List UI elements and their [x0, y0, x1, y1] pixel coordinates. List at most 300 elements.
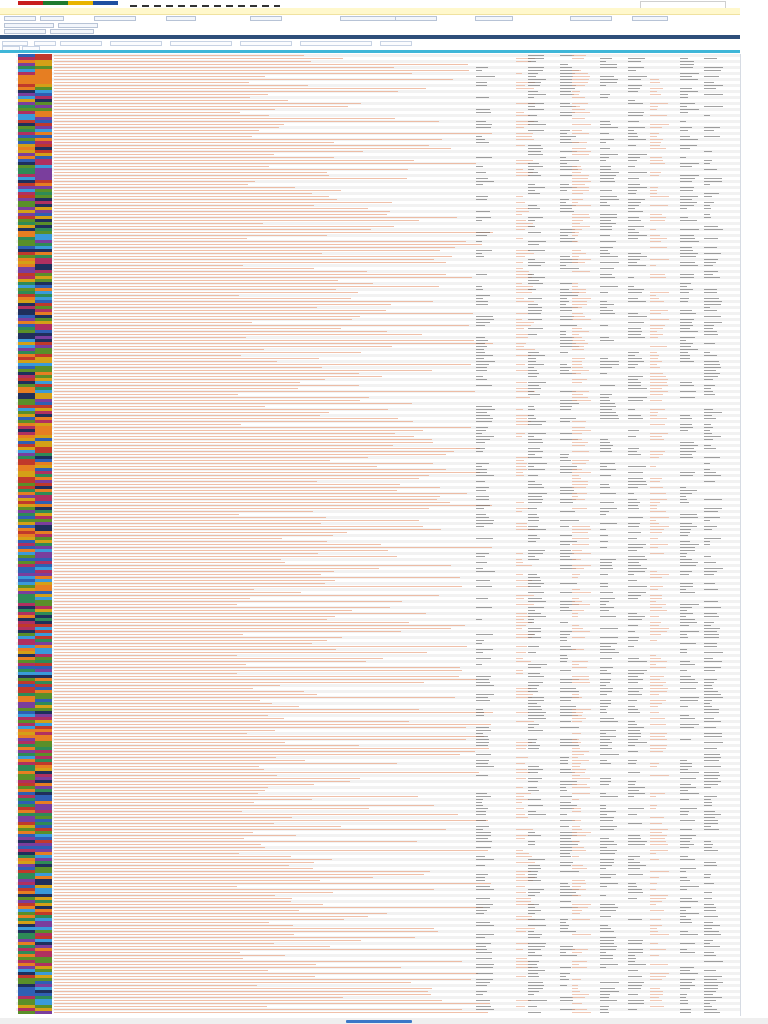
row-title[interactable]	[54, 220, 419, 221]
row-title[interactable]	[54, 250, 440, 251]
row-title[interactable]	[54, 739, 466, 740]
row-title[interactable]	[54, 439, 432, 440]
row-title[interactable]	[54, 187, 295, 188]
filter-chip[interactable]	[250, 16, 282, 21]
row-title[interactable]	[54, 829, 446, 830]
row-title[interactable]	[54, 1003, 490, 1004]
row-title[interactable]	[54, 679, 477, 680]
row-title[interactable]	[54, 205, 314, 206]
row-title[interactable]	[54, 931, 438, 932]
row-title[interactable]	[54, 277, 472, 278]
row-title[interactable]	[54, 556, 397, 557]
row-title[interactable]	[54, 667, 460, 668]
row-title[interactable]	[54, 586, 462, 587]
table-row[interactable]	[0, 1011, 740, 1014]
row-title[interactable]	[54, 856, 291, 857]
row-title[interactable]	[54, 454, 446, 455]
row-title[interactable]	[54, 244, 482, 245]
row-title[interactable]	[54, 100, 288, 101]
row-title[interactable]	[54, 703, 272, 704]
row-title[interactable]	[54, 145, 429, 146]
row-title[interactable]	[54, 247, 455, 248]
row-title[interactable]	[54, 643, 312, 644]
row-title[interactable]	[54, 658, 383, 659]
row-title[interactable]	[54, 352, 361, 353]
row-title[interactable]	[54, 535, 333, 536]
row-title[interactable]	[54, 91, 398, 92]
filter-chip[interactable]	[166, 16, 196, 21]
row-title[interactable]	[54, 442, 433, 443]
row-title[interactable]	[54, 628, 451, 629]
row-title[interactable]	[54, 196, 329, 197]
row-title[interactable]	[54, 292, 358, 293]
row-title[interactable]	[54, 172, 327, 173]
row-title[interactable]	[54, 853, 239, 854]
row-title[interactable]	[54, 1012, 488, 1013]
row-title[interactable]	[54, 193, 312, 194]
filter-chip[interactable]	[475, 16, 513, 21]
row-title[interactable]	[54, 298, 351, 299]
row-title[interactable]	[54, 388, 298, 389]
row-title[interactable]	[54, 979, 471, 980]
row-title[interactable]	[54, 319, 352, 320]
row-title[interactable]	[54, 613, 426, 614]
row-title[interactable]	[54, 811, 242, 812]
row-title[interactable]	[54, 346, 392, 347]
row-title[interactable]	[54, 964, 316, 965]
row-title[interactable]	[54, 910, 299, 911]
filter-chip[interactable]	[50, 29, 94, 34]
row-title[interactable]	[54, 997, 343, 998]
filter-chip[interactable]	[340, 16, 402, 21]
row-title[interactable]	[54, 949, 477, 950]
row-title[interactable]	[54, 655, 237, 656]
control[interactable]	[170, 41, 232, 46]
row-title[interactable]	[54, 460, 330, 461]
row-title[interactable]	[54, 1009, 462, 1010]
row-title[interactable]	[54, 160, 414, 161]
row-title[interactable]	[54, 469, 446, 470]
row-title[interactable]	[54, 844, 261, 845]
row-title[interactable]	[54, 733, 247, 734]
row-title[interactable]	[54, 409, 388, 410]
row-title[interactable]	[54, 313, 473, 314]
row-title[interactable]	[54, 625, 465, 626]
row-title[interactable]	[54, 508, 429, 509]
row-title[interactable]	[54, 520, 419, 521]
row-title[interactable]	[54, 403, 412, 404]
row-title[interactable]	[54, 595, 439, 596]
row-title[interactable]	[54, 823, 274, 824]
row-title[interactable]	[54, 400, 360, 401]
row-title[interactable]	[54, 502, 450, 503]
row-title[interactable]	[54, 898, 292, 899]
row-title[interactable]	[54, 349, 264, 350]
row-title[interactable]	[54, 673, 237, 674]
row-title[interactable]	[54, 331, 387, 332]
row-title[interactable]	[54, 76, 265, 77]
row-title[interactable]	[54, 565, 451, 566]
row-title[interactable]	[54, 106, 348, 107]
row-title[interactable]	[54, 421, 413, 422]
row-title[interactable]	[54, 127, 279, 128]
row-title[interactable]	[54, 838, 244, 839]
row-title[interactable]	[54, 601, 402, 602]
row-title[interactable]	[54, 499, 437, 500]
row-title[interactable]	[54, 727, 466, 728]
row-title[interactable]	[54, 922, 269, 923]
row-title[interactable]	[54, 121, 439, 122]
row-title[interactable]	[54, 688, 253, 689]
row-title[interactable]	[54, 481, 317, 482]
row-title[interactable]	[54, 796, 418, 797]
row-title[interactable]	[54, 697, 455, 698]
row-title[interactable]	[54, 1006, 267, 1007]
row-title[interactable]	[54, 376, 382, 377]
filter-chip[interactable]	[94, 16, 136, 21]
row-title[interactable]	[54, 976, 315, 977]
row-title[interactable]	[54, 280, 338, 281]
row-title[interactable]	[54, 661, 366, 662]
row-title[interactable]	[54, 211, 390, 212]
row-title[interactable]	[54, 913, 387, 914]
row-title[interactable]	[54, 511, 313, 512]
row-title[interactable]	[54, 580, 335, 581]
row-title[interactable]	[54, 778, 360, 779]
row-title[interactable]	[54, 943, 274, 944]
row-title[interactable]	[54, 568, 379, 569]
row-title[interactable]	[54, 226, 394, 227]
row-title[interactable]	[54, 709, 419, 710]
row-title[interactable]	[54, 973, 478, 974]
row-title[interactable]	[54, 304, 391, 305]
row-title[interactable]	[54, 802, 254, 803]
row-title[interactable]	[54, 970, 268, 971]
row-title[interactable]	[54, 295, 239, 296]
row-title[interactable]	[54, 427, 471, 428]
row-title[interactable]	[54, 826, 341, 827]
row-title[interactable]	[54, 496, 440, 497]
row-title[interactable]	[54, 163, 476, 164]
row-title[interactable]	[54, 70, 469, 71]
row-title[interactable]	[54, 883, 491, 884]
row-title[interactable]	[54, 517, 326, 518]
row-title[interactable]	[54, 547, 492, 548]
row-title[interactable]	[54, 925, 293, 926]
row-title[interactable]	[54, 55, 304, 56]
row-title[interactable]	[54, 367, 322, 368]
row-title[interactable]	[54, 493, 467, 494]
row-title[interactable]	[54, 88, 426, 89]
row-title[interactable]	[54, 940, 361, 941]
row-title[interactable]	[54, 262, 446, 263]
row-title[interactable]	[54, 433, 395, 434]
row-title[interactable]	[54, 682, 424, 683]
row-title[interactable]	[54, 94, 268, 95]
row-title[interactable]	[54, 151, 363, 152]
row-title[interactable]	[54, 994, 431, 995]
row-title[interactable]	[54, 892, 333, 893]
row-title[interactable]	[54, 805, 434, 806]
row-title[interactable]	[54, 316, 360, 317]
horizontal-scrollbar[interactable]	[0, 1018, 768, 1024]
row-title[interactable]	[54, 865, 289, 866]
row-title[interactable]	[54, 718, 284, 719]
filter-chip[interactable]	[395, 16, 437, 21]
row-title[interactable]	[54, 694, 317, 695]
row-title[interactable]	[54, 202, 392, 203]
row-title[interactable]	[54, 169, 408, 170]
filter-chip[interactable]	[632, 16, 668, 21]
row-title[interactable]	[54, 946, 330, 947]
row-title[interactable]	[54, 457, 368, 458]
row-title[interactable]	[54, 544, 381, 545]
control[interactable]	[60, 41, 102, 46]
row-title[interactable]	[54, 478, 419, 479]
row-title[interactable]	[54, 763, 397, 764]
row-title[interactable]	[54, 871, 430, 872]
row-title[interactable]	[54, 928, 434, 929]
row-title[interactable]	[54, 550, 388, 551]
row-title[interactable]	[54, 619, 327, 620]
row-title[interactable]	[54, 904, 323, 905]
row-title[interactable]	[54, 418, 398, 419]
row-title[interactable]	[54, 571, 334, 572]
row-title[interactable]	[54, 229, 371, 230]
row-title[interactable]	[54, 115, 269, 116]
row-title[interactable]	[54, 64, 468, 65]
row-title[interactable]	[54, 373, 359, 374]
row-title[interactable]	[54, 181, 255, 182]
row-title[interactable]	[54, 820, 488, 821]
row-title[interactable]	[54, 817, 292, 818]
row-title[interactable]	[54, 67, 394, 68]
row-title[interactable]	[54, 859, 332, 860]
row-title[interactable]	[54, 223, 263, 224]
row-title[interactable]	[54, 529, 441, 530]
row-title[interactable]	[54, 787, 268, 788]
row-title[interactable]	[54, 919, 344, 920]
row-title[interactable]	[54, 232, 493, 233]
row-title[interactable]	[54, 769, 264, 770]
row-title[interactable]	[54, 772, 479, 773]
control[interactable]	[240, 41, 292, 46]
row-title[interactable]	[54, 139, 442, 140]
row-title[interactable]	[54, 445, 393, 446]
row-title[interactable]	[54, 685, 280, 686]
row-title[interactable]	[54, 523, 321, 524]
row-title[interactable]	[54, 832, 253, 833]
row-title[interactable]	[54, 190, 341, 191]
row-title[interactable]	[54, 265, 243, 266]
row-title[interactable]	[54, 253, 322, 254]
row-title[interactable]	[54, 364, 471, 365]
row-title[interactable]	[54, 730, 275, 731]
row-title[interactable]	[54, 259, 434, 260]
row-title[interactable]	[54, 124, 284, 125]
row-title[interactable]	[54, 142, 334, 143]
row-title[interactable]	[54, 877, 373, 878]
row-title[interactable]	[54, 652, 427, 653]
row-title[interactable]	[54, 391, 475, 392]
row-title[interactable]	[54, 484, 400, 485]
row-title[interactable]	[54, 184, 248, 185]
row-title[interactable]	[54, 412, 329, 413]
row-title[interactable]	[54, 436, 414, 437]
row-title[interactable]	[54, 58, 343, 59]
row-title[interactable]	[54, 916, 368, 917]
row-title[interactable]	[54, 97, 250, 98]
row-title[interactable]	[54, 406, 265, 407]
row-title[interactable]	[54, 577, 460, 578]
row-title[interactable]	[54, 85, 308, 86]
row-title[interactable]	[54, 583, 325, 584]
row-title[interactable]	[54, 664, 246, 665]
row-title[interactable]	[54, 514, 239, 515]
control[interactable]	[380, 41, 412, 46]
row-title[interactable]	[54, 886, 237, 887]
row-title[interactable]	[54, 691, 304, 692]
control[interactable]	[110, 41, 162, 46]
row-title[interactable]	[54, 889, 434, 890]
row-title[interactable]	[54, 541, 327, 542]
row-title[interactable]	[54, 991, 428, 992]
row-title[interactable]	[54, 982, 411, 983]
row-title[interactable]	[54, 721, 409, 722]
row-title[interactable]	[54, 307, 317, 308]
row-title[interactable]	[54, 274, 446, 275]
row-title[interactable]	[54, 154, 274, 155]
row-title[interactable]	[54, 742, 285, 743]
row-title[interactable]	[54, 814, 458, 815]
row-title[interactable]	[54, 505, 492, 506]
row-title[interactable]	[54, 985, 257, 986]
row-title[interactable]	[54, 133, 492, 134]
row-title[interactable]	[54, 616, 335, 617]
row-title[interactable]	[54, 475, 429, 476]
row-title[interactable]	[54, 166, 269, 167]
row-title[interactable]	[54, 322, 252, 323]
scroll-thumb[interactable]	[346, 1020, 412, 1023]
row-thumbnail[interactable]	[18, 1011, 52, 1014]
row-title[interactable]	[54, 700, 260, 701]
row-title[interactable]	[54, 268, 314, 269]
row-title[interactable]	[54, 754, 460, 755]
row-title[interactable]	[54, 73, 412, 74]
row-title[interactable]	[54, 214, 387, 215]
row-title[interactable]	[54, 382, 300, 383]
row-title[interactable]	[54, 358, 319, 359]
row-title[interactable]	[54, 271, 367, 272]
row-title[interactable]	[54, 610, 352, 611]
row-title[interactable]	[54, 178, 407, 179]
row-title[interactable]	[54, 370, 432, 371]
row-title[interactable]	[54, 235, 327, 236]
row-title[interactable]	[54, 784, 314, 785]
row-title[interactable]	[54, 337, 246, 338]
row-title[interactable]	[54, 880, 320, 881]
row-title[interactable]	[54, 631, 401, 632]
row-title[interactable]	[54, 451, 454, 452]
row-title[interactable]	[54, 793, 258, 794]
filter-chip[interactable]	[4, 16, 36, 21]
row-title[interactable]	[54, 343, 493, 344]
row-title[interactable]	[54, 301, 433, 302]
row-title[interactable]	[54, 394, 238, 395]
row-title[interactable]	[54, 130, 259, 131]
row-title[interactable]	[54, 676, 459, 677]
row-title[interactable]	[54, 559, 281, 560]
row-title[interactable]	[54, 241, 466, 242]
row-title[interactable]	[54, 208, 368, 209]
row-title[interactable]	[54, 217, 457, 218]
row-title[interactable]	[54, 1000, 442, 1001]
row-title[interactable]	[54, 175, 329, 176]
row-title[interactable]	[54, 835, 296, 836]
row-title[interactable]	[54, 760, 305, 761]
row-title[interactable]	[54, 607, 390, 608]
row-title[interactable]	[54, 907, 483, 908]
row-title[interactable]	[54, 526, 423, 527]
row-title[interactable]	[54, 706, 299, 707]
row-title[interactable]	[54, 289, 336, 290]
row-title[interactable]	[54, 715, 268, 716]
row-title[interactable]	[54, 157, 334, 158]
filter-chip[interactable]	[40, 16, 64, 21]
row-title[interactable]	[54, 148, 451, 149]
row-title[interactable]	[54, 955, 285, 956]
row-title[interactable]	[54, 724, 491, 725]
row-title[interactable]	[54, 649, 336, 650]
row-title[interactable]	[54, 850, 488, 851]
row-title[interactable]	[54, 325, 469, 326]
row-title[interactable]	[54, 862, 314, 863]
top-nav-links[interactable]	[130, 5, 280, 7]
control[interactable]	[300, 41, 372, 46]
row-title[interactable]	[54, 790, 265, 791]
row-title[interactable]	[54, 82, 249, 83]
row-title[interactable]	[54, 874, 424, 875]
row-title[interactable]	[54, 937, 415, 938]
row-title[interactable]	[54, 334, 422, 335]
row-title[interactable]	[54, 952, 240, 953]
row-title[interactable]	[54, 472, 480, 473]
row-title[interactable]	[54, 199, 337, 200]
row-title[interactable]	[54, 340, 474, 341]
row-title[interactable]	[54, 562, 285, 563]
row-title[interactable]	[54, 988, 432, 989]
row-title[interactable]	[54, 61, 311, 62]
row-title[interactable]	[54, 637, 342, 638]
row-title[interactable]	[54, 385, 359, 386]
row-title[interactable]	[54, 646, 467, 647]
row-title[interactable]	[54, 424, 241, 425]
row-title[interactable]	[54, 355, 241, 356]
row-title[interactable]	[54, 415, 320, 416]
row-title[interactable]	[54, 961, 462, 962]
row-title[interactable]	[54, 799, 312, 800]
row-title[interactable]	[54, 781, 350, 782]
row-title[interactable]	[54, 238, 247, 239]
row-title[interactable]	[54, 118, 395, 119]
row-title[interactable]	[54, 868, 313, 869]
row-title[interactable]	[54, 361, 277, 362]
row-title[interactable]	[54, 901, 291, 902]
row-title[interactable]	[54, 448, 480, 449]
row-title[interactable]	[54, 934, 294, 935]
row-title[interactable]	[54, 640, 327, 641]
row-title[interactable]	[54, 775, 277, 776]
